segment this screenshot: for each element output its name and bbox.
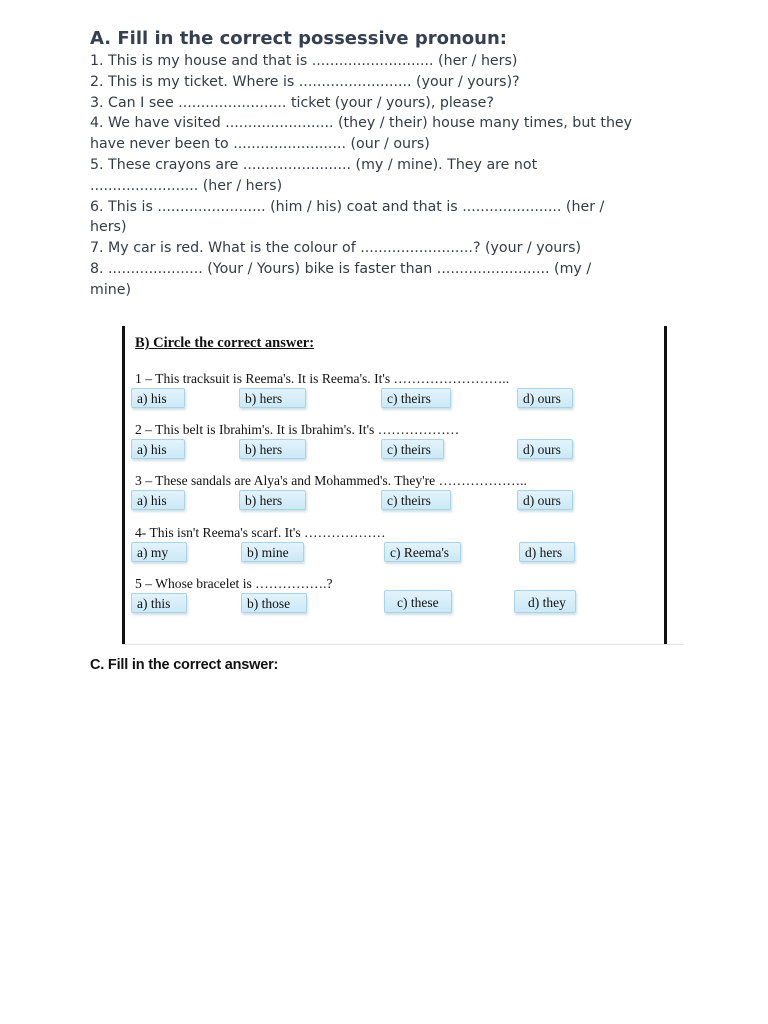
option-c[interactable]: c) Reema's xyxy=(384,542,461,562)
option-c[interactable]: c) these xyxy=(384,590,452,613)
exercise-line: 7. My car is red. What is the colour of .........................? (your / yours) xyxy=(90,240,582,257)
exercise-line: 4. We have visited ........................ (they / their) house many times, but they xyxy=(90,115,633,132)
section-b-box xyxy=(122,326,667,644)
option-a[interactable]: a) his xyxy=(131,388,185,408)
exercise-line: ........................ (her / hers) xyxy=(90,177,283,194)
section-b-title: B) Circle the correct answer: xyxy=(135,335,315,351)
exercise-line: 8. ..................... (Your / Yours) bike is faster than ......................... (my / xyxy=(90,260,592,277)
section-a-title: A. Fill in the correct possessive pronoun: xyxy=(90,28,507,49)
exercise-line: have never been to ......................... (our / ours) xyxy=(90,136,430,153)
option-a[interactable]: a) this xyxy=(131,593,187,613)
option-c[interactable]: c) theirs xyxy=(381,388,451,408)
exercise-line: 3. Can I see ........................ ticket (your / yours), please? xyxy=(90,94,494,111)
option-d[interactable]: d) they xyxy=(514,590,576,613)
question-text: 4- This isn't Reema's scarf. It's ……………… xyxy=(135,525,386,540)
option-d[interactable]: d) ours xyxy=(517,490,573,510)
section-c-title: C. Fill in the correct answer: xyxy=(90,657,279,673)
exercise-line: 5. These crayons are ........................ (my / mine). They are not xyxy=(90,156,538,173)
question-text: 3 – These sandals are Alya's and Mohammed's. They're ……………….. xyxy=(135,473,527,488)
option-d[interactable]: d) hers xyxy=(519,542,575,562)
option-b[interactable]: b) hers xyxy=(239,439,306,459)
option-b[interactable]: b) hers xyxy=(239,490,306,510)
question-text: 5 – Whose bracelet is …………….? xyxy=(135,576,333,591)
exercise-line: 6. This is ........................ (him / his) coat and that is ...................... (her / xyxy=(90,198,605,215)
question-text: 1 – This tracksuit is Reema's. It is Reema's. It's …………………….. xyxy=(135,371,510,386)
section-a xyxy=(90,28,690,301)
option-b[interactable]: b) hers xyxy=(239,388,306,408)
option-d[interactable]: d) ours xyxy=(517,388,573,408)
option-a[interactable]: a) his xyxy=(131,490,185,510)
exercise-line: mine) xyxy=(90,281,132,298)
option-b[interactable]: b) those xyxy=(241,593,307,613)
option-c[interactable]: c) theirs xyxy=(381,439,444,459)
section-b-divider xyxy=(122,644,684,645)
option-a[interactable]: a) his xyxy=(131,439,185,459)
exercise-line: 2. This is my ticket. Where is ......................... (your / yours)? xyxy=(90,73,520,90)
exercise-line: hers) xyxy=(90,219,127,236)
exercise-line: 1. This is my house and that is ........................... (her / hers) xyxy=(90,53,518,69)
option-d[interactable]: d) ours xyxy=(517,439,573,459)
option-c[interactable]: c) theirs xyxy=(381,490,451,510)
option-a[interactable]: a) my xyxy=(131,542,187,562)
question-text: 2 – This belt is Ibrahim's. It is Ibrahim's. It's ……………… xyxy=(135,422,460,437)
option-b[interactable]: b) mine xyxy=(241,542,304,562)
